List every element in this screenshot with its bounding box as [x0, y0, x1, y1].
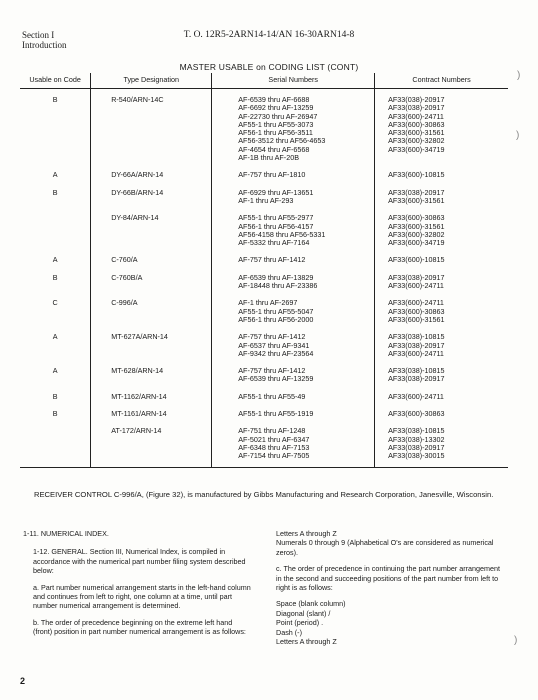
serial-numbers-line: AF56-3512 thru AF56-4653 — [238, 136, 326, 146]
serial-numbers-line: AF56-4158 thru AF56-5331 — [238, 229, 326, 239]
type-designation: C-760/A — [91, 247, 212, 264]
contract-numbers-line: AF33(600)-10815 — [388, 255, 445, 265]
type-designation: MT-628/ARN-14 — [91, 358, 212, 384]
serial-numbers — [212, 247, 375, 264]
serial-numbers — [212, 418, 375, 467]
contract-numbers-line: AF33(600)-34719 — [388, 238, 445, 248]
serial-numbers-line: AF-1 thru AF-293 — [238, 195, 294, 205]
contract-numbers — [375, 358, 508, 384]
contract-numbers-line: AF33(600)-10815 — [388, 170, 445, 180]
contract-numbers-line: AF33(038)-20917 — [388, 187, 445, 197]
contract-numbers-line: AF33(038)-20917 — [388, 95, 445, 104]
serial-numbers — [212, 324, 375, 358]
contract-numbers — [375, 418, 508, 467]
usable-on-code — [20, 205, 91, 247]
type-designation: AT-172/ARN-14 — [91, 418, 212, 467]
serial-numbers — [212, 358, 375, 384]
contract-numbers — [375, 384, 508, 401]
contract-numbers — [375, 324, 508, 358]
usable-on-code — [20, 418, 91, 467]
serial-numbers-line: AF-6539 thru AF-6688 — [238, 95, 310, 104]
usable-on-code: A — [52, 170, 58, 180]
serial-numbers-line: AF-6348 thru AF-7153 — [238, 442, 310, 452]
serial-numbers-line: AF55-1 thru AF55-1919 — [238, 409, 314, 419]
type-designation: C-996/A — [91, 290, 212, 324]
technical-order-number: T. O. 12R5-2ARN14-14/AN 16-30ARN14-8 — [183, 30, 355, 40]
usable-on-code: A — [52, 366, 58, 376]
serial-numbers-line: AF56-1 thru AF56-4157 — [238, 221, 314, 231]
serial-numbers-line: AF-9342 thru AF-23564 — [238, 348, 314, 358]
serial-numbers-line: AF55-1 thru AF55-2977 — [238, 213, 314, 223]
usable-on-code: A — [52, 255, 58, 265]
serial-numbers — [212, 265, 375, 291]
margin-mark: ) — [514, 635, 518, 646]
serial-numbers — [212, 384, 375, 401]
table-row — [20, 384, 508, 401]
contract-numbers — [375, 401, 508, 418]
paragraph-b: b. The order of precedence beginning on the extreme left hand (front) position in part number numerical arrangement is as follows: — [33, 617, 246, 637]
serial-numbers-line: AF-757 thru AF-1412 — [238, 366, 306, 376]
serial-numbers-line: AF55-1 thru AF55-49 — [238, 391, 306, 401]
type-designation: R-540/ARN-14C — [91, 89, 212, 163]
list-item: Space (blank column) — [276, 599, 346, 609]
table-row — [20, 89, 508, 163]
table-row — [20, 401, 508, 418]
serial-numbers-line: AF-1 thru AF-2697 — [238, 298, 298, 308]
contract-numbers — [375, 162, 508, 179]
serial-numbers-line: AF-22730 thru AF-26947 — [238, 111, 318, 121]
serial-numbers — [212, 401, 375, 418]
col-type-designation: Type Designation — [91, 73, 212, 89]
contract-numbers-line: AF33(600)-24711 — [388, 348, 444, 358]
margin-mark: ) — [516, 130, 520, 141]
contract-numbers-line: AF33(600)-30863 — [388, 409, 445, 419]
serial-numbers-line: AF-18448 thru AF-23386 — [238, 281, 318, 291]
contract-numbers-line: AF33(600)-32802 — [388, 136, 445, 146]
table-title: MASTER USABLE on CODING LIST (CONT) — [179, 62, 359, 72]
section-heading: 1-11. NUMERICAL INDEX. — [23, 529, 109, 538]
type-designation: DY-66A/ARN-14 — [91, 162, 212, 179]
serial-numbers-line: AF-6692 thru AF-13259 — [238, 103, 314, 113]
serial-numbers — [212, 290, 375, 324]
contract-numbers-line: AF33(600)-31561 — [388, 221, 445, 231]
page-number: 2 — [20, 676, 26, 686]
table-row — [20, 358, 508, 384]
serial-numbers-line: AF-6539 thru AF-13829 — [238, 272, 314, 282]
type-designation: DY-84/ARN-14 — [91, 205, 212, 247]
serial-numbers-line: AF55-1 thru AF55-3073 — [238, 119, 314, 129]
contract-numbers — [375, 180, 508, 206]
list-item: Letters A through Z — [276, 637, 337, 647]
list-item: Point (period) . — [276, 618, 324, 628]
contract-numbers-line: AF33(038)-10815 — [388, 426, 445, 436]
table-row — [20, 265, 508, 291]
contract-numbers-line: AF33(038)-10815 — [388, 366, 445, 376]
serial-numbers — [212, 205, 375, 247]
usable-on-code: B — [52, 272, 58, 282]
coding-list-table — [20, 73, 508, 468]
usable-on-code: B — [52, 187, 58, 197]
contract-numbers-line: AF33(038)-20917 — [388, 340, 445, 350]
contract-numbers-line: AF33(600)-24711 — [388, 111, 444, 121]
serial-numbers-line: AF-7154 thru AF-7505 — [238, 451, 310, 461]
col-serial-numbers: Serial Numbers — [212, 73, 375, 89]
serial-numbers-line: AF-6929 thru AF-13651 — [238, 187, 314, 197]
contract-numbers — [375, 290, 508, 324]
serial-numbers-line: AF-757 thru AF-1810 — [238, 170, 306, 180]
contract-numbers-line: AF33(600)-31561 — [388, 128, 445, 138]
serial-numbers-line: AF-4654 thru AF-6568 — [238, 144, 310, 154]
type-designation: DY-66B/ARN-14 — [91, 180, 212, 206]
receiver-control-note: RECEIVER CONTROL C-996/A, (Figure 32), is manufactured by Gibbs Manufacturing and Research Corporation, Janesville, Wisconsin. — [34, 490, 494, 499]
contract-numbers-line: AF33(600)-24711 — [388, 298, 444, 308]
subsection-label: Introduction — [22, 40, 67, 50]
contract-numbers — [375, 89, 508, 163]
contract-numbers-line: AF33(038)-20917 — [388, 103, 445, 113]
serial-numbers-line: AF-5021 thru AF-6347 — [238, 434, 310, 444]
table-body — [20, 89, 508, 468]
contract-numbers-line: AF33(600)-24711 — [388, 281, 444, 291]
serial-numbers-line: AF-5332 thru AF-7164 — [238, 238, 310, 248]
serial-numbers-line: AF56-1 thru AF56-3511 — [238, 128, 313, 138]
list-item: Dash (-) — [276, 627, 302, 637]
table-row — [20, 290, 508, 324]
paragraph-general: 1-12. GENERAL. Section III, Numerical Index, is compiled in accordance with the numerical part number filing system described below: — [33, 547, 246, 576]
serial-numbers-line: AF-6539 thru AF-13259 — [238, 374, 314, 384]
list-item: Diagonal (slant) / — [276, 608, 331, 618]
serial-numbers-line: AF-1B thru AF-20B — [238, 153, 299, 163]
margin-mark: ) — [517, 70, 521, 81]
table-row — [20, 418, 508, 467]
usable-on-code: B — [52, 391, 58, 401]
serial-numbers-line: AF-751 thru AF-1248 — [238, 426, 306, 436]
type-designation: C-760B/A — [91, 265, 212, 291]
contract-numbers-line: AF33(600)-34719 — [388, 144, 445, 154]
table-row — [20, 180, 508, 206]
right-column — [266, 529, 506, 646]
contract-numbers-line: AF33(038)-10815 — [388, 332, 445, 342]
contract-numbers — [375, 205, 508, 247]
contract-numbers-line: AF33(038)-20917 — [388, 442, 445, 452]
table-row — [20, 205, 508, 247]
type-designation: MT-627A/ARN-14 — [91, 324, 212, 358]
serial-numbers-line: AF-6537 thru AF-9341 — [238, 340, 310, 350]
type-designation: MT-1162/ARN-14 — [91, 384, 212, 401]
contract-numbers-line: AF33(600)-30863 — [388, 213, 445, 223]
table-row — [20, 162, 508, 179]
usable-on-code: B — [52, 95, 58, 104]
contract-numbers-line: AF33(038)-13302 — [388, 434, 445, 444]
section-label: Section I — [22, 30, 55, 40]
contract-numbers-line: AF33(600)-24711 — [388, 391, 444, 401]
contract-numbers-line: AF33(038)-20917 — [388, 272, 445, 282]
table-row — [20, 324, 508, 358]
paragraph-c: c. The order of precedence in continuing the part number arrangement in the second and succeeding positions of the part number from left to right is as follows: — [276, 564, 501, 593]
table-header-row — [20, 73, 508, 89]
contract-numbers-line: AF33(600)-31561 — [388, 195, 445, 205]
contract-numbers-line: AF33(600)-30863 — [388, 119, 445, 129]
contract-numbers-line: AF33(038)-30015 — [388, 451, 445, 461]
table-row — [20, 247, 508, 264]
serial-numbers-line: AF55-1 thru AF55-5047 — [238, 306, 314, 316]
col-usable-on-code: Usable on Code — [20, 73, 91, 89]
serial-numbers — [212, 180, 375, 206]
contract-numbers-line: AF33(600)-30863 — [388, 306, 445, 316]
contract-numbers-line: AF33(600)-31561 — [388, 314, 445, 324]
contract-numbers — [375, 265, 508, 291]
serial-numbers-line: AF56-1 thru AF56-2000 — [238, 314, 314, 324]
list-numerals: Numerals 0 through 9 (Alphabetical O's are considered as numerical zeros). — [276, 538, 494, 557]
contract-numbers — [375, 247, 508, 264]
usable-on-code: A — [52, 332, 58, 342]
serial-numbers-line: AF-757 thru AF-1412 — [238, 255, 306, 265]
contract-numbers-line: AF33(038)-20917 — [388, 374, 445, 384]
contract-numbers-line: AF33(600)-32802 — [388, 229, 445, 239]
paragraph-a: a. Part number numerical arrangement starts in the left-hand column and continues from left to right, one column at a time, until part number numerical arrangement is determined. — [33, 582, 251, 611]
serial-numbers — [212, 89, 375, 163]
usable-on-code: C — [52, 298, 58, 308]
serial-numbers-line: AF-757 thru AF-1412 — [238, 332, 306, 342]
left-column — [23, 529, 251, 644]
usable-on-code: B — [52, 409, 58, 419]
serial-numbers — [212, 162, 375, 179]
col-contract-numbers: Contract Numbers — [375, 73, 508, 89]
type-designation: MT-1161/ARN-14 — [91, 401, 212, 418]
list-letters: Letters A through Z — [276, 529, 337, 538]
